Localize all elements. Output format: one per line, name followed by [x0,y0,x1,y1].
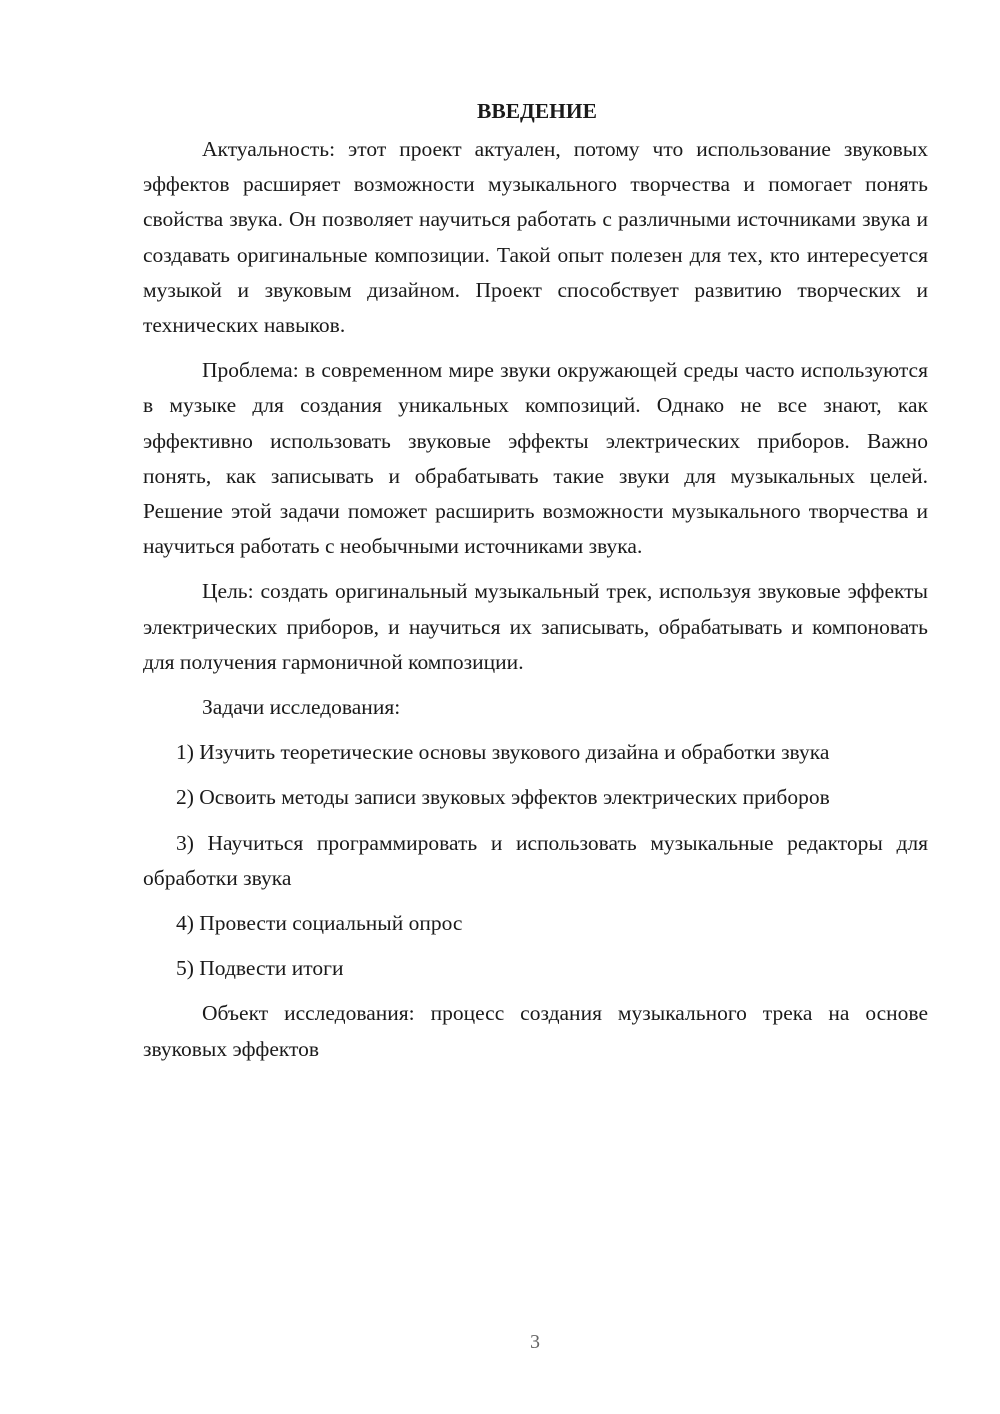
goal-paragraph: Цель: создать оригинальный музыкальный трек, используя звуковые эффекты электрических приборов, и научиться их записывать, обрабатывать и компоновать для получения гармоничной композиции. [143,579,928,674]
task-item: 5) Подвести итоги [176,956,344,981]
relevance-paragraph: Актуальность: этот проект актуален, потому что использование звуковых эффектов расширяет возможности музыкального творчества и помогает понять свойства звука. Он позволяет научиться работать с различными источниками звука и создавать оригинальные композиции. Такой опыт полезен для тех, кто интересуется музыкой и звуковым дизайном. Проект способствует развитию творческих и технических навыков. [143,137,928,338]
task-item: 3) Научиться программировать и использовать музыкальные редакторы для обработки звука [143,830,928,890]
document-page [143,94,928,1077]
problem-paragraph: Проблема: в современном мире звуки окружающей среды часто используются в музыке для создания уникальных композиций. Однако не все знают, как эффективно использовать звуковые эффекты электрических приборов. Важно понять, как записывать и обрабатывать такие звуки для музыкальных целей. Решение этой задачи поможет расширить возможности музыкального творчества и научиться работать с необычными источниками звука. [143,358,928,559]
section-heading: ВВЕДЕНИЕ [477,99,597,123]
page-number: 3 [530,1331,540,1353]
tasks-heading: Задачи исследования: [202,695,401,720]
task-item: 1) Изучить теоретические основы звукового дизайна и обработки звука [176,740,830,765]
object-paragraph: Объект исследования: процесс создания музыкального трека на основе звуковых эффектов [143,1001,928,1061]
task-item: 2) Освоить методы записи звуковых эффектов электрических приборов [176,785,830,810]
task-item: 4) Провести социальный опрос [176,911,463,936]
